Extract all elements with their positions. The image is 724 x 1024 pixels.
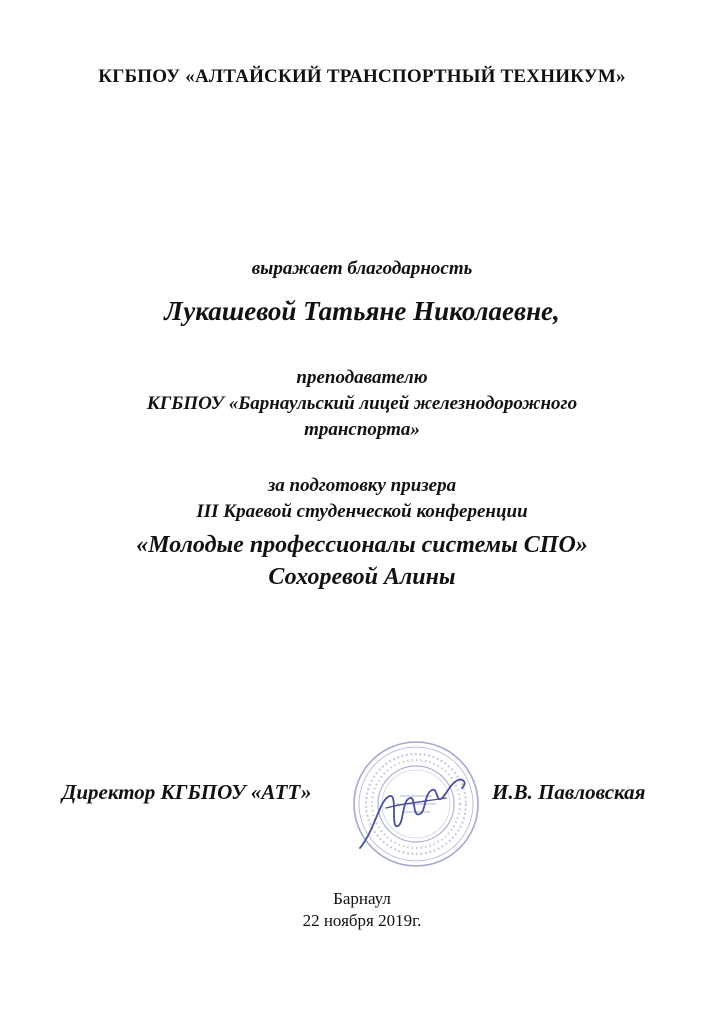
stamp-seal-icon <box>350 738 482 870</box>
reason-text: за подготовку призера <box>267 475 457 496</box>
expresses-gratitude-text: выражает благодарность <box>251 258 473 279</box>
student-name: Сохоревой Алины <box>268 564 456 590</box>
issue-date: 22 ноября 2019г. <box>302 911 422 930</box>
director-title: Директор КГБПОУ «АТТ» <box>62 780 312 804</box>
conference-title: «Молодые профессионалы системы СПО» <box>136 532 588 558</box>
director-name: И.В. Павловская <box>492 780 646 804</box>
recipient-name: Лукашевой Татьяне Николаевне, <box>164 296 560 326</box>
organization-header: КГБПОУ «АЛТАЙСКИЙ ТРАНСПОРТНЫЙ ТЕХНИКУМ» <box>98 66 626 87</box>
institution-line-2: транспорта» <box>304 419 420 440</box>
recipient-position: преподавателю <box>296 367 428 388</box>
conference-name: III Краевой студенческой конференции <box>196 501 528 522</box>
official-stamp-with-signature <box>350 738 482 870</box>
institution-line-1: КГБПОУ «Барнаульский лицей железнодорожного <box>146 393 578 414</box>
city: Барнаул <box>333 889 391 908</box>
